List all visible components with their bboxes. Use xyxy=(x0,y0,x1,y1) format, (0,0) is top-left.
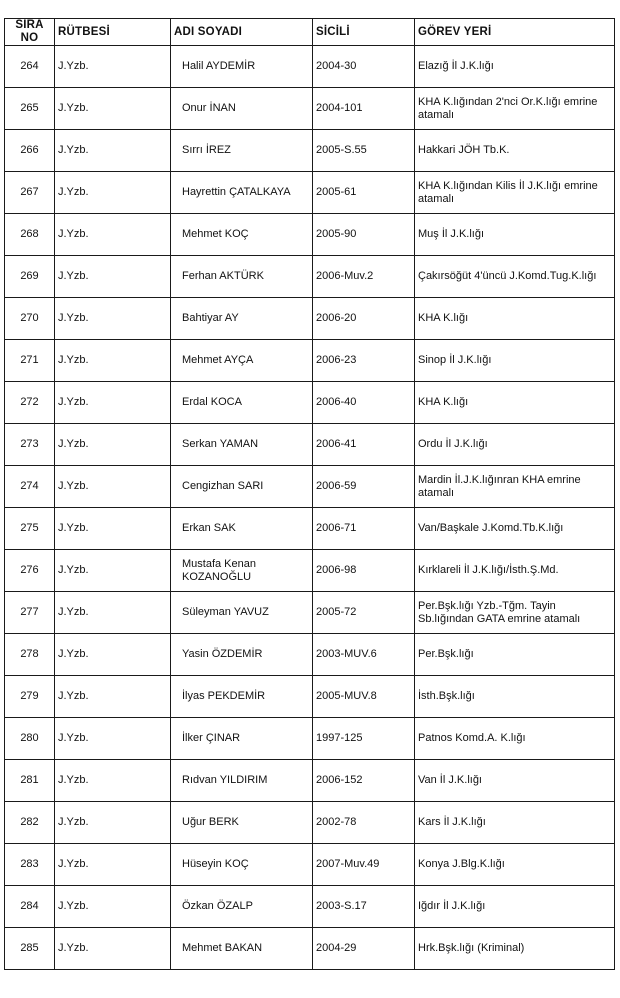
table-row xyxy=(5,466,615,508)
table-row xyxy=(5,760,615,802)
gorev-yeri-cell: Kırklareli İl J.K.lığı/İsth.Ş.Md. xyxy=(415,550,615,592)
adi-soyadi-cell: Sırrı İREZ xyxy=(171,130,313,172)
table-row xyxy=(5,508,615,550)
sira-no-cell: 269 xyxy=(5,256,55,298)
gorev-yeri-cell: Ordu İl J.K.lığı xyxy=(415,424,615,466)
adi-soyadi-cell: Süleyman YAVUZ xyxy=(171,592,313,634)
adi-soyadi-cell: Halil AYDEMİR xyxy=(171,46,313,88)
adi-soyadi-cell: Mehmet KOÇ xyxy=(171,214,313,256)
sicil-cell: 2006-59 xyxy=(313,466,415,508)
rutbe-cell: J.Yzb. xyxy=(55,88,171,130)
adi-soyadi-cell: İlyas PEKDEMİR xyxy=(171,676,313,718)
rutbe-cell: J.Yzb. xyxy=(55,634,171,676)
table-row xyxy=(5,298,615,340)
table-row xyxy=(5,172,615,214)
table-row xyxy=(5,130,615,172)
sira-no-cell: 281 xyxy=(5,760,55,802)
adi-soyadi-cell: Erdal KOCA xyxy=(171,382,313,424)
gorev-yeri-cell: Per.Bşk.lığı Yzb.-Tğm. Tayin Sb.lığından GATA emrine atamalı xyxy=(415,592,615,634)
gorev-yeri-cell: KHA K.lığından 2'nci Or.K.lığı emrine atamalı xyxy=(415,88,615,130)
table-row xyxy=(5,844,615,886)
sicil-cell: 2005-90 xyxy=(313,214,415,256)
sira-no-cell: 283 xyxy=(5,844,55,886)
adi-soyadi-cell: Mehmet AYÇA xyxy=(171,340,313,382)
gorev-yeri-cell: Per.Bşk.lığı xyxy=(415,634,615,676)
sira-no-cell: 271 xyxy=(5,340,55,382)
sicil-cell: 2006-20 xyxy=(313,298,415,340)
header-sira-no: SIRA NO xyxy=(5,19,55,46)
adi-soyadi-cell: Onur İNAN xyxy=(171,88,313,130)
table-row xyxy=(5,256,615,298)
table-row xyxy=(5,886,615,928)
gorev-yeri-cell: Hakkari JÖH Tb.K. xyxy=(415,130,615,172)
adi-soyadi-cell: Hayrettin ÇATALKAYA xyxy=(171,172,313,214)
sicil-cell: 2006-152 xyxy=(313,760,415,802)
adi-soyadi-cell: Erkan SAK xyxy=(171,508,313,550)
table-row xyxy=(5,676,615,718)
rutbe-cell: J.Yzb. xyxy=(55,550,171,592)
sira-no-cell: 282 xyxy=(5,802,55,844)
table-row xyxy=(5,718,615,760)
rutbe-cell: J.Yzb. xyxy=(55,214,171,256)
rutbe-cell: J.Yzb. xyxy=(55,340,171,382)
sicil-cell: 2006-98 xyxy=(313,550,415,592)
sira-no-cell: 268 xyxy=(5,214,55,256)
rutbe-cell: J.Yzb. xyxy=(55,508,171,550)
rutbe-cell: J.Yzb. xyxy=(55,760,171,802)
rutbe-cell: J.Yzb. xyxy=(55,466,171,508)
table-row xyxy=(5,802,615,844)
table-header-row xyxy=(5,19,615,46)
adi-soyadi-cell: Ferhan AKTÜRK xyxy=(171,256,313,298)
adi-soyadi-cell: Mehmet BAKAN xyxy=(171,928,313,970)
gorev-yeri-cell: Konya J.Blg.K.lığı xyxy=(415,844,615,886)
sira-no-cell: 267 xyxy=(5,172,55,214)
rutbe-cell: J.Yzb. xyxy=(55,802,171,844)
header-gorev-yeri: GÖREV YERİ xyxy=(415,19,615,46)
sicil-cell: 2005-72 xyxy=(313,592,415,634)
gorev-yeri-cell: KHA K.lığından Kilis İl J.K.lığı emrine atamalı xyxy=(415,172,615,214)
rutbe-cell: J.Yzb. xyxy=(55,298,171,340)
sira-no-cell: 272 xyxy=(5,382,55,424)
sicil-cell: 2002-78 xyxy=(313,802,415,844)
sicil-cell: 2004-29 xyxy=(313,928,415,970)
sicil-cell: 2004-101 xyxy=(313,88,415,130)
sicil-cell: 2006-71 xyxy=(313,508,415,550)
sicil-cell: 2003-MUV.6 xyxy=(313,634,415,676)
adi-soyadi-cell: Özkan ÖZALP xyxy=(171,886,313,928)
table-row xyxy=(5,634,615,676)
rutbe-cell: J.Yzb. xyxy=(55,592,171,634)
gorev-yeri-cell: Hrk.Bşk.lığı (Kriminal) xyxy=(415,928,615,970)
sira-no-cell: 277 xyxy=(5,592,55,634)
gorev-yeri-cell: Elazığ İl J.K.lığı xyxy=(415,46,615,88)
rutbe-cell: J.Yzb. xyxy=(55,844,171,886)
rutbe-cell: J.Yzb. xyxy=(55,676,171,718)
sicil-cell: 2006-Muv.2 xyxy=(313,256,415,298)
table-row xyxy=(5,214,615,256)
table-row xyxy=(5,928,615,970)
table-row xyxy=(5,592,615,634)
adi-soyadi-cell: İlker ÇINAR xyxy=(171,718,313,760)
adi-soyadi-cell: Cengizhan SARI xyxy=(171,466,313,508)
sira-no-cell: 274 xyxy=(5,466,55,508)
sira-no-cell: 276 xyxy=(5,550,55,592)
table-row xyxy=(5,550,615,592)
adi-soyadi-cell: Bahtiyar AY xyxy=(171,298,313,340)
gorev-yeri-cell: Van/Başkale J.Komd.Tb.K.lığı xyxy=(415,508,615,550)
personnel-table xyxy=(4,18,615,970)
sira-no-cell: 284 xyxy=(5,886,55,928)
rutbe-cell: J.Yzb. xyxy=(55,172,171,214)
gorev-yeri-cell: İsth.Bşk.lığı xyxy=(415,676,615,718)
sicil-cell: 2005-S.55 xyxy=(313,130,415,172)
rutbe-cell: J.Yzb. xyxy=(55,46,171,88)
sira-no-cell: 279 xyxy=(5,676,55,718)
table-row xyxy=(5,46,615,88)
adi-soyadi-cell: Serkan YAMAN xyxy=(171,424,313,466)
sira-no-cell: 266 xyxy=(5,130,55,172)
sicil-cell: 2007-Muv.49 xyxy=(313,844,415,886)
gorev-yeri-cell: Kars İl J.K.lığı xyxy=(415,802,615,844)
gorev-yeri-cell: Van İl J.K.lığı xyxy=(415,760,615,802)
rutbe-cell: J.Yzb. xyxy=(55,718,171,760)
gorev-yeri-cell: Muş İl J.K.lığı xyxy=(415,214,615,256)
adi-soyadi-cell: Mustafa Kenan KOZANOĞLU xyxy=(171,550,313,592)
sicil-cell: 2003-S.17 xyxy=(313,886,415,928)
rutbe-cell: J.Yzb. xyxy=(55,382,171,424)
adi-soyadi-cell: Yasin ÖZDEMİR xyxy=(171,634,313,676)
header-rutbesi: RÜTBESİ xyxy=(55,19,171,46)
rutbe-cell: J.Yzb. xyxy=(55,130,171,172)
sicil-cell: 1997-125 xyxy=(313,718,415,760)
table-row xyxy=(5,424,615,466)
header-adi-soyadi: ADI SOYADI xyxy=(171,19,313,46)
gorev-yeri-cell: Sinop İl J.K.lığı xyxy=(415,340,615,382)
sicil-cell: 2006-40 xyxy=(313,382,415,424)
sira-no-cell: 264 xyxy=(5,46,55,88)
table-row xyxy=(5,340,615,382)
gorev-yeri-cell: KHA K.lığı xyxy=(415,382,615,424)
sicil-cell: 2006-41 xyxy=(313,424,415,466)
sicil-cell: 2004-30 xyxy=(313,46,415,88)
adi-soyadi-cell: Uğur BERK xyxy=(171,802,313,844)
adi-soyadi-cell: Hüseyin KOÇ xyxy=(171,844,313,886)
rutbe-cell: J.Yzb. xyxy=(55,424,171,466)
sicil-cell: 2005-MUV.8 xyxy=(313,676,415,718)
gorev-yeri-cell: Patnos Komd.A. K.lığı xyxy=(415,718,615,760)
gorev-yeri-cell: KHA K.lığı xyxy=(415,298,615,340)
sira-no-cell: 278 xyxy=(5,634,55,676)
gorev-yeri-cell: Iğdır İl J.K.lığı xyxy=(415,886,615,928)
table-row xyxy=(5,88,615,130)
rutbe-cell: J.Yzb. xyxy=(55,886,171,928)
table-row xyxy=(5,382,615,424)
adi-soyadi-cell: Rıdvan YILDIRIM xyxy=(171,760,313,802)
sicil-cell: 2005-61 xyxy=(313,172,415,214)
gorev-yeri-cell: Mardin İl.J.K.lığınran KHA emrine atamalı xyxy=(415,466,615,508)
sicil-cell: 2006-23 xyxy=(313,340,415,382)
header-sicili: SİCİLİ xyxy=(313,19,415,46)
sira-no-cell: 285 xyxy=(5,928,55,970)
sira-no-cell: 270 xyxy=(5,298,55,340)
gorev-yeri-cell: Çakırsöğüt 4'üncü J.Komd.Tug.K.lığı xyxy=(415,256,615,298)
sira-no-cell: 275 xyxy=(5,508,55,550)
rutbe-cell: J.Yzb. xyxy=(55,928,171,970)
sira-no-cell: 265 xyxy=(5,88,55,130)
rutbe-cell: J.Yzb. xyxy=(55,256,171,298)
sira-no-cell: 273 xyxy=(5,424,55,466)
sira-no-cell: 280 xyxy=(5,718,55,760)
personnel-list-page xyxy=(4,18,614,970)
